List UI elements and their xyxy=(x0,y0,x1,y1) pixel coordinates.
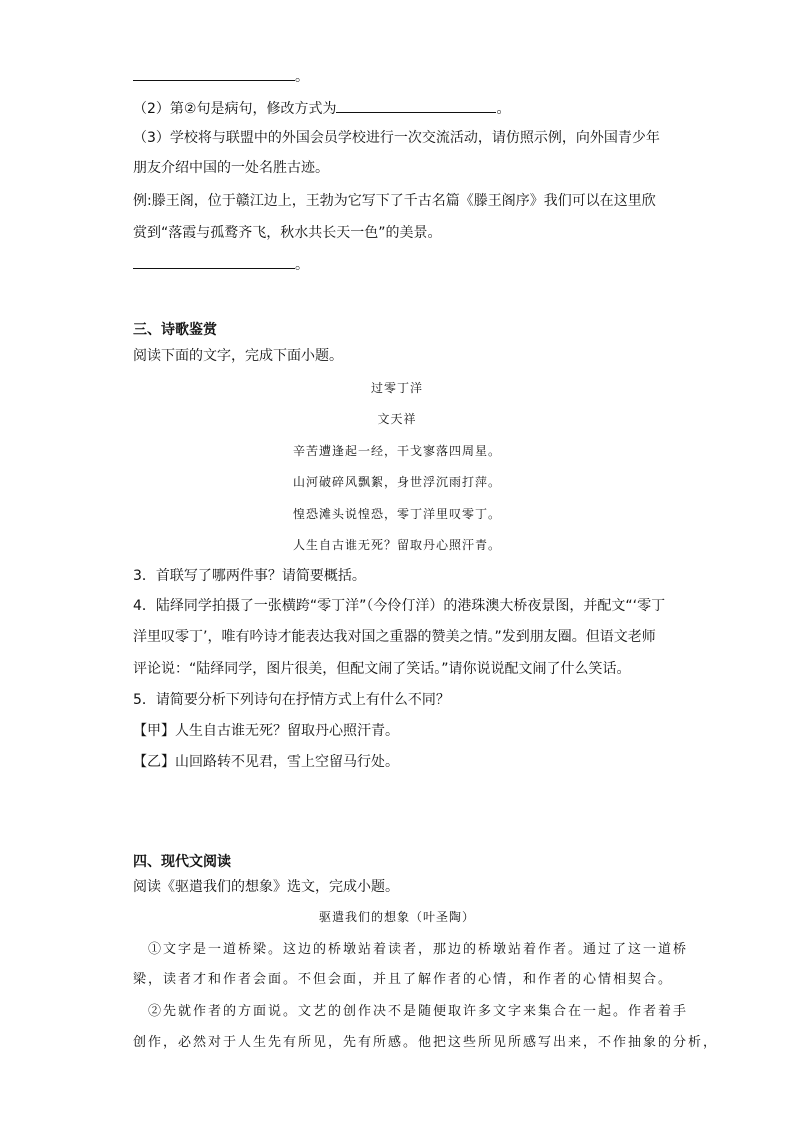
section-3-title: 三、诗歌鉴赏 xyxy=(133,322,217,338)
section-4-instruction: 阅读《驱遣我们的想象》选文，完成小题。 xyxy=(133,879,399,895)
essay-paragraph-1-line-2: 梁，读者才和作者会面。不但会面，并且了解作者的心情，和作者的心情相契合。 xyxy=(133,972,674,987)
poem-line: 人生自古谁无死？留取丹心照汗青。 xyxy=(292,538,501,552)
section-4-title: 四、现代文阅读 xyxy=(133,854,231,870)
quote-yi: 【乙】山回路转不见君，雪上空留马行处。 xyxy=(133,754,399,770)
poem-line: 惶恐滩头说惶恐，零丁洋里叹零丁。 xyxy=(292,507,501,521)
example-line-2: 赏到“落霞与孤鹜齐飞，秋水共长天一色”的美景。 xyxy=(133,225,442,241)
answer-line-1: 。 xyxy=(133,66,309,87)
essay-paragraph-2-line-2: 创作，必然对于人生先有所见，先有所感。他把这些所见所感写出来，不作抽象的分析， xyxy=(133,1035,719,1050)
essay-paragraph-1-line-1: ①文字是一道桥梁。这边的桥墩站着读者，那边的桥墩站着作者。通过了这一道桥 xyxy=(148,942,689,957)
poem-author: 文天祥 xyxy=(377,412,417,426)
section-3-instruction: 阅读下面的文字，完成下面小题。 xyxy=(133,348,343,364)
poem-line: 山河破碎风飘絮，身世浮沉雨打萍。 xyxy=(292,475,501,489)
question-2: （2）第②句是病句，修改方式为 。 xyxy=(133,98,510,119)
answer-blank[interactable] xyxy=(336,98,496,113)
question-4-line-3: 评论说：“陆绎同学，图片很美，但配文闹了笑话。”请你说说配文闹了什么笑话。 xyxy=(133,661,631,677)
answer-line-2: 。 xyxy=(133,254,309,275)
question-3-line-2: 朋友介绍中国的一处名胜古迹。 xyxy=(133,160,329,176)
question-4-line-2: 洋里叹零丁’，唯有吟诗才能表达我对国之重器的赞美之情。”发到朋友圈。但语文老师 xyxy=(133,629,656,645)
quote-jia: 【甲】人生自古谁无死？留取丹心照汗青。 xyxy=(133,723,399,739)
essay-paragraph-2-line-1: ②先就作者的方面说。文艺的创作决不是随便取许多文字来集合在一起。作者着手 xyxy=(148,1004,689,1019)
poem-line: 辛苦遭逢起一经，干戈寥落四周星。 xyxy=(292,444,501,458)
question-5: 5．请简要分析下列诗句在抒情方式上有什么不同？ xyxy=(133,692,450,708)
answer-blank[interactable] xyxy=(133,254,295,269)
question-3: 3．首联写了哪两件事？请简要概括。 xyxy=(133,568,366,584)
question-4-line-1: 4．陆绎同学拍摄了一张横跨“零丁洋”（今伶仃洋）的港珠澳大桥夜景图，并配文“‘零丁 xyxy=(133,598,666,614)
answer-blank[interactable] xyxy=(133,66,295,81)
question-3-line-1: （3）学校将与联盟中的外国会员学校进行一次交流活动，请仿照示例，向外国青少年 xyxy=(133,130,660,146)
example-line-1: 例:滕王阁，位于赣江边上，王勃为它写下了千古名篇《滕王阁序》我们可以在这里欣 xyxy=(133,193,656,209)
essay-title: 驱遣我们的想象（叶圣陶） xyxy=(318,910,475,924)
poem-title: 过零丁洋 xyxy=(370,381,423,395)
